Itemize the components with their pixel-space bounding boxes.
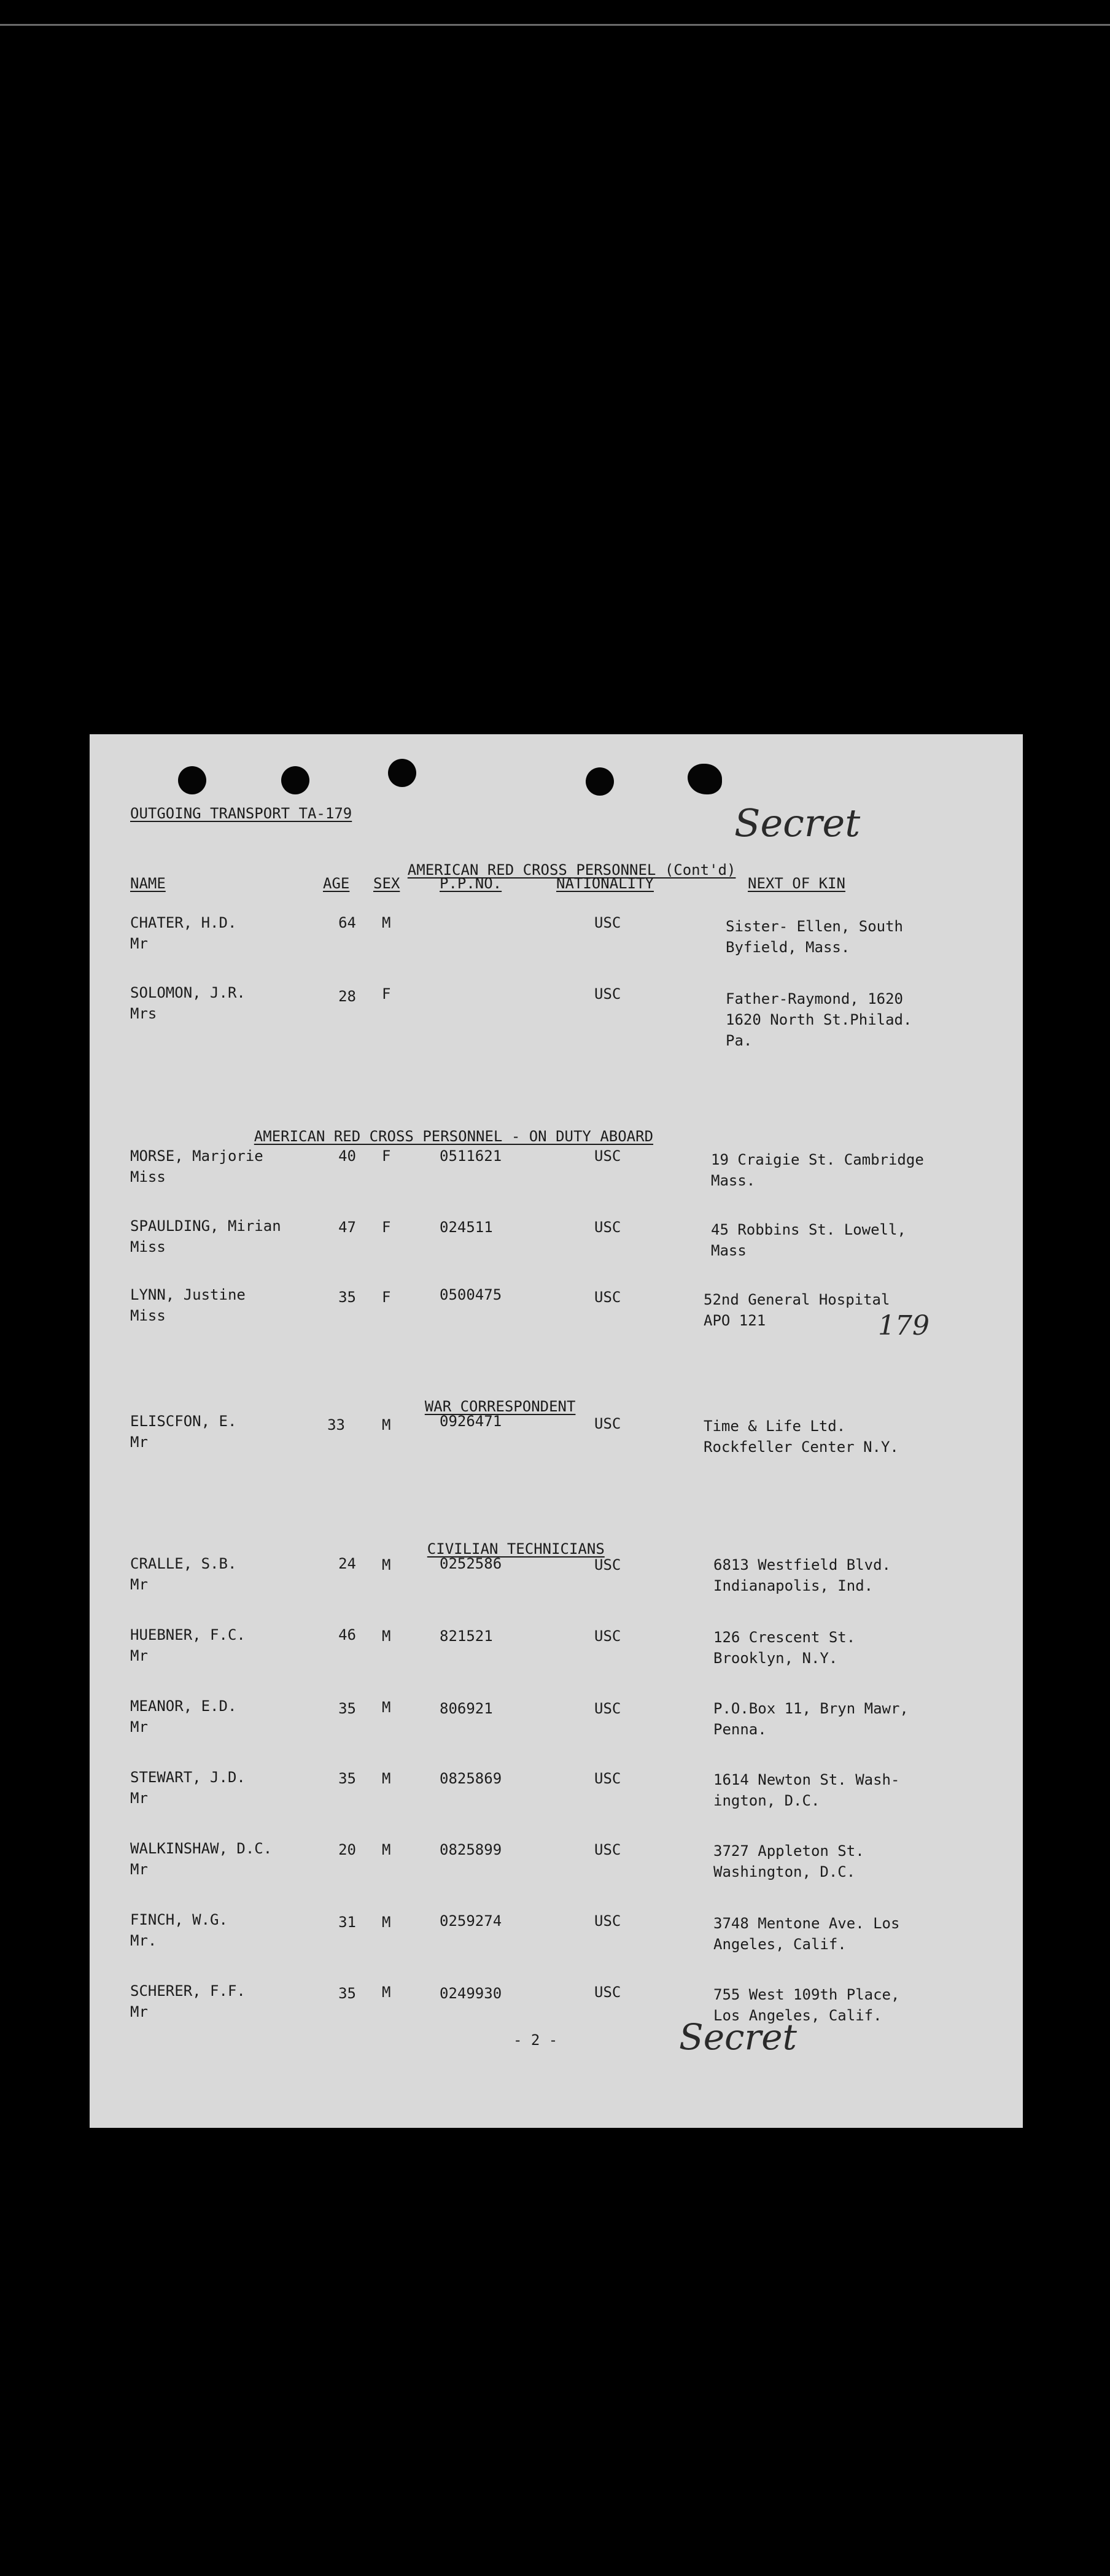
person-name: SCHERER, F.F. Mr: [130, 1982, 246, 2020]
person-name: CRALLE, S.B. Mr: [130, 1555, 237, 1593]
person-age: 35: [338, 1289, 356, 1306]
person-name: HUEBNER, F.C. Mr: [130, 1626, 246, 1664]
person-age: 35: [338, 1700, 356, 1717]
person-sex: M: [382, 1416, 391, 1433]
punch-hole: [688, 764, 722, 794]
person-name: MORSE, Marjorie Miss: [130, 1147, 263, 1185]
punch-hole: [388, 759, 416, 787]
person-pp-no: 0825869: [440, 1770, 502, 1787]
person-nationality: USC: [594, 1219, 621, 1236]
person-next-of-kin: 3748 Mentone Ave. Los Angeles, Calif.: [713, 1915, 900, 1953]
person-age: 20: [338, 1841, 356, 1858]
person-nationality: USC: [594, 1627, 621, 1645]
person-next-of-kin: Sister- Ellen, South Byfield, Mass.: [726, 918, 903, 956]
person-sex: M: [382, 1914, 391, 1931]
person-age: 28: [338, 988, 356, 1005]
person-name: CHATER, H.D. Mr: [130, 914, 237, 952]
person-sex: M: [382, 1627, 391, 1645]
person-sex: M: [382, 1984, 391, 2001]
person-sex: M: [382, 1841, 391, 1858]
person-next-of-kin: 755 West 109th Place, Los Angeles, Calif.: [713, 1986, 900, 2024]
col-header-age: AGE: [323, 875, 350, 892]
person-sex: M: [382, 1699, 391, 1716]
person-age: 35: [338, 1985, 356, 2002]
col-header-name: NAME: [130, 875, 166, 892]
person-nationality: USC: [594, 1147, 621, 1165]
person-name: LYNN, Justine Miss: [130, 1286, 246, 1324]
person-pp-no: 0825899: [440, 1841, 502, 1858]
person-sex: F: [382, 1219, 391, 1236]
document-page: [90, 734, 1023, 2128]
col-header-sex: SEX: [373, 875, 400, 892]
section-title: [372, 839, 735, 901]
person-next-of-kin: 1614 Newton St. Wash- ington, D.C.: [713, 1771, 900, 1809]
person-name: SOLOMON, J.R. Mrs: [130, 984, 246, 1022]
transport-heading: OUTGOING TRANSPORT TA-179: [130, 805, 352, 822]
person-age: 31: [338, 1914, 356, 1931]
punch-hole: [281, 766, 309, 794]
person-next-of-kin: 52nd General Hospital APO 121: [704, 1291, 890, 1329]
person-age: 24: [338, 1555, 356, 1572]
section-title-text: CIVILIAN TECHNICIANS: [427, 1540, 605, 1558]
section-title-text: AMERICAN RED CROSS PERSONNEL - ON DUTY ABOARD: [254, 1128, 654, 1145]
person-age: 33: [327, 1416, 345, 1433]
person-name: SPAULDING, Mirian Miss: [130, 1217, 281, 1255]
person-name: ELISCFON, E. Mr: [130, 1413, 237, 1451]
col-header-next-of-kin: NEXT OF KIN: [748, 875, 845, 892]
person-nationality: USC: [594, 1770, 621, 1787]
person-pp-no: 0252586: [440, 1555, 502, 1572]
person-pp-no: 0500475: [440, 1286, 502, 1303]
person-age: 64: [338, 914, 356, 931]
person-nationality: USC: [594, 1912, 621, 1930]
person-next-of-kin: 126 Crescent St. Brooklyn, N.Y.: [713, 1629, 856, 1667]
punch-hole: [178, 766, 206, 794]
section-title-text: AMERICAN RED CROSS PERSONNEL (Cont'd): [407, 861, 736, 879]
person-sex: M: [382, 1556, 391, 1573]
person-pp-no: 0249930: [440, 1985, 502, 2002]
person-next-of-kin: Time & Life Ltd. Rockfeller Center N.Y.: [704, 1418, 899, 1456]
person-name: STEWART, J.D. Mr: [130, 1769, 246, 1807]
col-header-nationality: NATIONALITY: [556, 875, 654, 892]
section-title-text: WAR CORRESPONDENT: [424, 1398, 576, 1415]
person-name: MEANOR, E.D. Mr: [130, 1697, 237, 1736]
page-number: - 2 -: [513, 2031, 558, 2049]
person-nationality: USC: [594, 914, 621, 931]
person-next-of-kin: 6813 Westfield Blvd. Indianapolis, Ind.: [713, 1556, 891, 1594]
person-nationality: USC: [594, 1556, 621, 1573]
person-pp-no: 806921: [440, 1700, 493, 1717]
person-nationality: USC: [594, 1415, 621, 1432]
person-next-of-kin: 19 Craigie St. Cambridge Mass.: [711, 1151, 924, 1189]
person-pp-no: 0259274: [440, 1912, 502, 1930]
person-nationality: USC: [594, 1289, 621, 1306]
person-next-of-kin: P.O.Box 11, Bryn Mawr, Penna.: [713, 1700, 909, 1738]
person-sex: F: [382, 1289, 391, 1306]
person-pp-no: 821521: [440, 1627, 493, 1645]
person-name: WALKINSHAW, D.C. Mr: [130, 1840, 273, 1878]
person-pp-no: 024511: [440, 1219, 493, 1236]
person-age: 46: [338, 1626, 356, 1643]
person-nationality: USC: [594, 1700, 621, 1717]
person-nationality: USC: [594, 1841, 621, 1858]
person-pp-no: 0926471: [440, 1413, 502, 1430]
secret-stamp-bottom: Secret: [679, 2016, 797, 2058]
top-rule: [0, 24, 1110, 26]
person-next-of-kin: Father-Raymond, 1620 1620 North St.Philad. Pa.: [726, 990, 912, 1049]
person-sex: F: [382, 985, 391, 1003]
person-sex: F: [382, 1147, 391, 1165]
person-nationality: USC: [594, 985, 621, 1003]
person-age: 47: [338, 1219, 356, 1236]
person-next-of-kin: 3727 Appleton St. Washington, D.C.: [713, 1842, 864, 1880]
person-name: FINCH, W.G. Mr.: [130, 1911, 228, 1949]
person-sex: M: [382, 1770, 391, 1787]
section-title: [219, 1105, 653, 1168]
secret-stamp-top: Secret: [734, 801, 861, 845]
person-pp-no: 0511621: [440, 1147, 502, 1165]
page-annotation-179: 179: [878, 1310, 930, 1341]
person-next-of-kin: 45 Robbins St. Lowell, Mass: [711, 1221, 906, 1259]
person-age: 35: [338, 1770, 356, 1787]
person-sex: M: [382, 914, 391, 931]
col-header-pp-no: P.P.NO.: [440, 875, 502, 892]
punch-hole: [586, 767, 614, 796]
person-age: 40: [338, 1147, 356, 1165]
person-nationality: USC: [594, 1984, 621, 2001]
